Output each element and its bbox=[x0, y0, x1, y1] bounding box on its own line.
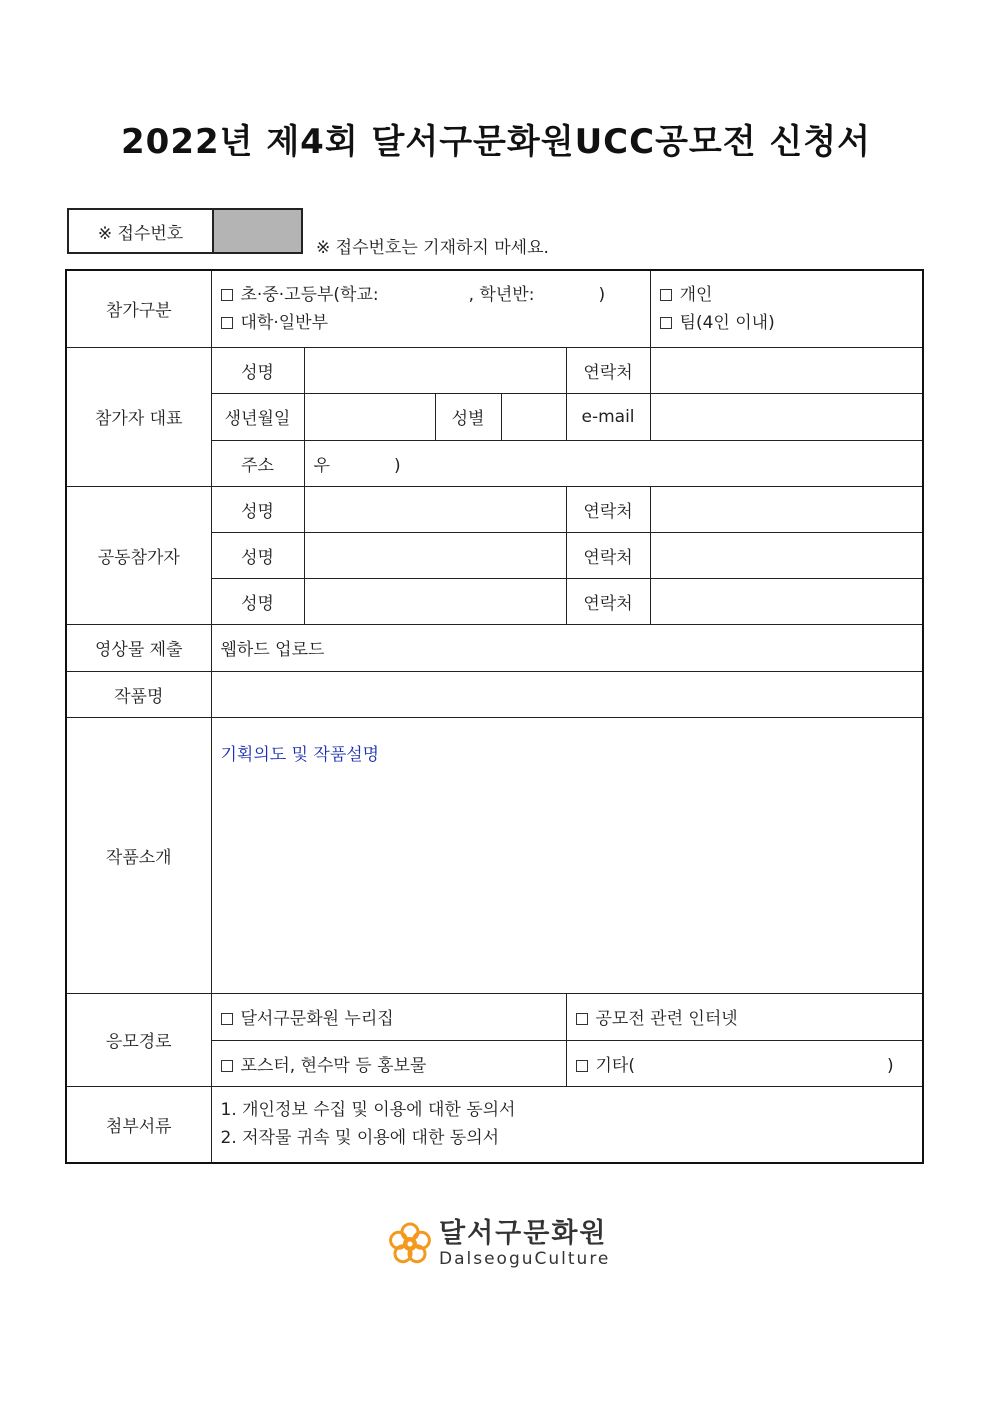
co1-name-label: 성명 bbox=[211, 486, 304, 532]
checkbox-route-poster[interactable] bbox=[221, 1060, 233, 1072]
rep-gender-label: 성별 bbox=[435, 393, 501, 440]
work-intro-hint: 기획의도 및 작품설명 bbox=[220, 744, 380, 765]
route-header: 응모경로 bbox=[66, 993, 211, 1086]
route-option-2[interactable] bbox=[566, 993, 923, 1040]
category-header: 참가구분 bbox=[66, 270, 211, 347]
work-intro-header: 작품소개 bbox=[66, 717, 211, 993]
checkbox-university[interactable] bbox=[221, 317, 233, 329]
route-option-4-label: 기타( bbox=[595, 1055, 635, 1076]
attachment-item: 1. 개인정보 수집 및 이용에 대한 동의서 bbox=[220, 1100, 516, 1121]
flower-logo-icon bbox=[387, 1221, 433, 1267]
attachment-item: 2. 저작물 귀속 및 이용에 대한 동의서 bbox=[220, 1128, 500, 1149]
co2-name-field[interactable] bbox=[304, 532, 566, 578]
route-option-2-label: 공모전 관련 인터넷 bbox=[595, 1009, 738, 1029]
logo-name-korean: 달서구문화원 bbox=[439, 1218, 608, 1249]
route-option-4[interactable] bbox=[566, 1040, 923, 1086]
row-work-intro bbox=[66, 717, 923, 993]
rep-contact-label: 연락처 bbox=[566, 347, 650, 393]
co3-contact-label: 연락처 bbox=[566, 578, 650, 624]
postal-close-paren: ) bbox=[393, 455, 401, 476]
rep-gender-field[interactable] bbox=[501, 393, 566, 440]
team-label: 팀(4인 이내) bbox=[679, 312, 775, 333]
receipt-number-field bbox=[214, 210, 301, 252]
video-submission-header: 영상물 제출 bbox=[66, 624, 211, 671]
attachments-list bbox=[211, 1086, 923, 1163]
checkbox-route-internet[interactable] bbox=[576, 1013, 588, 1025]
checkbox-route-other[interactable] bbox=[576, 1060, 588, 1072]
row-category bbox=[66, 270, 923, 347]
rep-email-label: e-mail bbox=[566, 393, 650, 440]
co-participants-header: 공동참가자 bbox=[66, 486, 211, 624]
rep-name-label: 성명 bbox=[211, 347, 304, 393]
checkbox-school[interactable] bbox=[221, 289, 233, 301]
co3-contact-field[interactable] bbox=[650, 578, 923, 624]
video-submission-value: 웹하드 업로드 bbox=[211, 624, 923, 671]
row-work-title bbox=[66, 671, 923, 717]
row-route-1 bbox=[66, 993, 923, 1040]
route-option-4-close: ) bbox=[886, 1055, 894, 1076]
checkbox-team[interactable] bbox=[660, 317, 672, 329]
work-title-field[interactable] bbox=[211, 671, 923, 717]
co2-contact-label: 연락처 bbox=[566, 532, 650, 578]
rep-birth-label: 생년월일 bbox=[211, 393, 304, 440]
individual-label: 개인 bbox=[679, 284, 713, 305]
receipt-number-label: ※ 접수번호 bbox=[69, 210, 214, 252]
checkbox-route-website[interactable] bbox=[221, 1013, 233, 1025]
rep-address-label: 주소 bbox=[211, 440, 304, 486]
receipt-number-box bbox=[67, 208, 303, 254]
row-rep-name bbox=[66, 347, 923, 393]
row-video-submission bbox=[66, 624, 923, 671]
row-attachments bbox=[66, 1086, 923, 1163]
school-label: 초·중·고등부(학교: bbox=[240, 284, 379, 305]
rep-address-field[interactable] bbox=[304, 440, 923, 486]
category-type-cell bbox=[650, 270, 923, 347]
co2-name-label: 성명 bbox=[211, 532, 304, 578]
checkbox-individual[interactable] bbox=[660, 289, 672, 301]
co3-name-label: 성명 bbox=[211, 578, 304, 624]
route-option-1-label: 달서구문화원 누리집 bbox=[240, 1009, 394, 1029]
co1-contact-field[interactable] bbox=[650, 486, 923, 532]
rep-email-field[interactable] bbox=[650, 393, 923, 440]
route-option-1[interactable] bbox=[211, 993, 566, 1040]
grade-label: , 학년반: bbox=[468, 284, 535, 305]
university-label: 대학·일반부 bbox=[240, 312, 329, 333]
row-co-participant-1 bbox=[66, 486, 923, 532]
co1-name-field[interactable] bbox=[304, 486, 566, 532]
work-title-header: 작품명 bbox=[66, 671, 211, 717]
route-option-3-label: 포스터, 현수막 등 홍보물 bbox=[240, 1055, 427, 1076]
application-form-table bbox=[65, 269, 924, 1164]
organization-logo bbox=[387, 1219, 610, 1269]
receipt-note: ※ 접수번호는 기재하지 마세요. bbox=[316, 238, 549, 258]
rep-contact-field[interactable] bbox=[650, 347, 923, 393]
co2-contact-field[interactable] bbox=[650, 532, 923, 578]
route-option-3[interactable] bbox=[211, 1040, 566, 1086]
rep-name-field[interactable] bbox=[304, 347, 566, 393]
work-intro-field[interactable] bbox=[211, 717, 923, 993]
document-title: 2022년 제4회 달서구문화원UCC공모전 신청서 bbox=[121, 122, 871, 162]
attachments-header: 첨부서류 bbox=[66, 1086, 211, 1163]
co1-contact-label: 연락처 bbox=[566, 486, 650, 532]
postal-prefix: 우 bbox=[313, 455, 330, 476]
school-close-paren: ) bbox=[598, 284, 606, 305]
representative-header: 참가자 대표 bbox=[66, 347, 211, 486]
rep-birth-field[interactable] bbox=[304, 393, 435, 440]
logo-name-english: DalseoguCulture bbox=[439, 1249, 611, 1269]
co3-name-field[interactable] bbox=[304, 578, 566, 624]
category-division-cell bbox=[211, 270, 650, 347]
